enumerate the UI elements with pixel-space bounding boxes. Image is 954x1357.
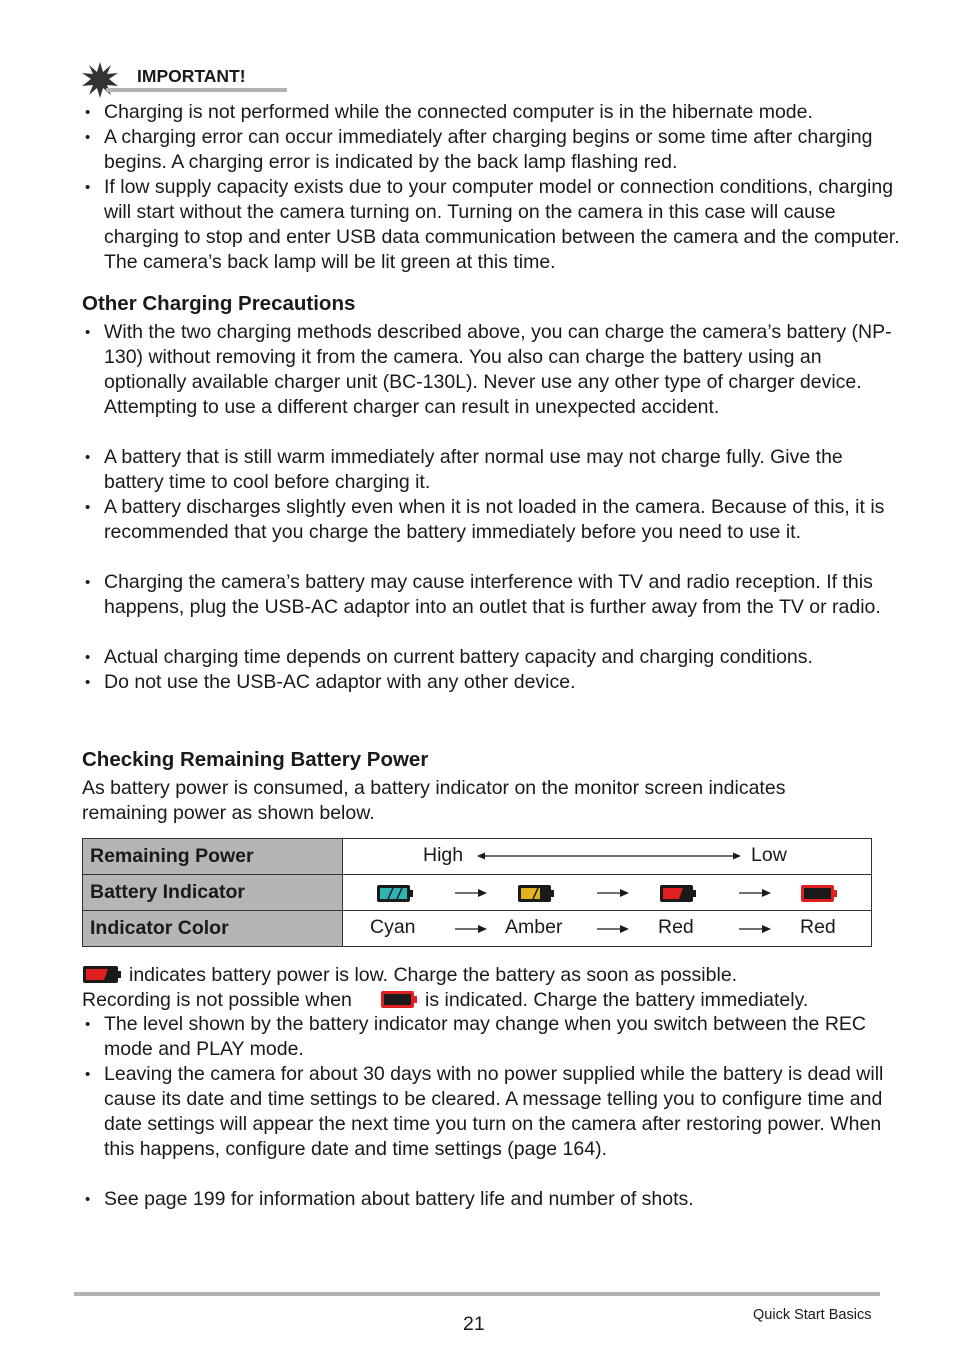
precautions-bullet-1: • With the two charging methods described above, you can charge the camera’s battery (NP-130) without removing it from the camera. You also can charge the battery using an optionally available charger unit (BC-130L). Never use any other type of charger device. Attempting to use a different charger can result in unexpected accident.: [82, 320, 904, 420]
table-row-remaining-power: [83, 839, 872, 875]
indicator-color-label: Indicator Color: [83, 911, 343, 947]
arrow-icon: [739, 887, 771, 899]
double-arrow-icon: [477, 849, 741, 863]
battery-table: [82, 838, 872, 947]
note-empty-battery-icon: [380, 990, 418, 1014]
arrow-icon: [455, 923, 487, 935]
table-row-battery-indicator: [83, 875, 872, 911]
page-number: 21: [463, 1313, 485, 1335]
battery-amber-icon: [517, 884, 555, 903]
arrow-icon: [455, 887, 487, 899]
checking-intro: As battery power is consumed, a battery indicator on the monitor screen indicates remaining power as shown below.: [82, 777, 786, 824]
color-amber: Amber: [505, 916, 563, 938]
table-row-indicator-color: [83, 911, 872, 947]
important-underline: [106, 88, 287, 92]
important-bullet-1: • Charging is not performed while the connected computer is in the hibernate mode.: [82, 100, 904, 125]
precautions-heading: Other Charging Precautions: [82, 292, 356, 315]
precautions-bullet-2: • A battery that is still warm immediately after normal use may not charge fully. Give the battery time to cool before charging it.: [82, 445, 904, 495]
battery-red-empty-icon: [800, 884, 838, 903]
indicator-color-sequence: [343, 911, 872, 947]
important-burst-icon: [82, 62, 118, 98]
battery-indicator-label: Battery Indicator: [83, 875, 343, 911]
note-low-battery-icon: [82, 965, 122, 989]
arrow-icon: [597, 923, 629, 935]
battery-red-low-icon: [659, 884, 697, 903]
precautions-bullet-3: • A battery discharges slightly even when it is not loaded in the camera. Because of this, it is recommended that you charge the battery immediately before you need to use it.: [82, 495, 904, 545]
note-recording-text-a: Recording is not possible when: [82, 989, 352, 1011]
color-red-1: Red: [658, 916, 694, 938]
arrow-icon: [597, 887, 629, 899]
important-bullet-3: • If low supply capacity exists due to your computer model or connection conditions, charging will start without the camera turning on. Turning on the camera in this case will cause charging to stop and enter USB data communication between the camera and the computer. The camera’s back lamp will be lit green at this time.: [82, 175, 904, 275]
checking-bullet-2: • Leaving the camera for about 30 days with no power supplied while the battery is dead will cause its date and time settings to be cleared. A message telling you to configure time and date settings will appear the next time you turn on the camera after restoring power. When this happens, configure date and time settings (page 164).: [82, 1062, 904, 1162]
precautions-bullet-5: • Actual charging time depends on current battery capacity and charging conditions.: [82, 645, 904, 670]
battery-cyan-icon: [376, 884, 414, 903]
precautions-bullet-4: • Charging the camera’s battery may cause interference with TV and radio reception. If this happens, plug the USB-AC adaptor into an outlet that is further away from the TV or radio.: [82, 570, 904, 620]
low-label: Low: [751, 844, 787, 866]
important-label: IMPORTANT!: [137, 66, 246, 86]
color-red-2: Red: [800, 916, 836, 938]
checking-heading: Checking Remaining Battery Power: [82, 748, 429, 771]
remaining-power-scale: [343, 839, 872, 875]
footer-rule: [74, 1292, 880, 1296]
note-recording-text-b: is indicated. Charge the battery immediately.: [425, 989, 809, 1011]
note-low-battery-text: indicates battery power is low. Charge the battery as soon as possible.: [129, 964, 738, 986]
arrow-icon: [739, 923, 771, 935]
important-bullet-2: • A charging error can occur immediately after charging begins or some time after charging begins. A charging error is indicated by the back lamp flashing red.: [82, 125, 904, 175]
checking-bullet-3: • See page 199 for information about battery life and number of shots.: [82, 1187, 904, 1212]
important-header: [82, 62, 287, 94]
battery-indicator-sequence: [343, 875, 872, 911]
footer-section: Quick Start Basics: [753, 1307, 872, 1323]
color-cyan: Cyan: [370, 916, 416, 938]
checking-bullet-1: • The level shown by the battery indicator may change when you switch between the REC mode and PLAY mode.: [82, 1012, 904, 1062]
precautions-bullet-6: • Do not use the USB-AC adaptor with any other device.: [82, 670, 904, 695]
high-label: High: [423, 844, 464, 866]
remaining-power-label: Remaining Power: [83, 839, 343, 875]
